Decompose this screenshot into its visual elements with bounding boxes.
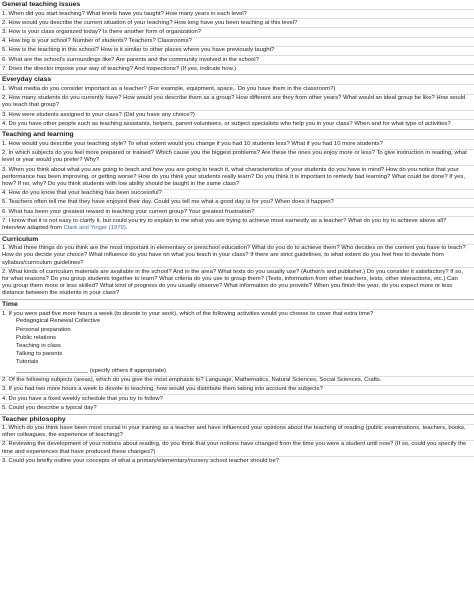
option-item: Public relations (16, 334, 56, 341)
list-item: 2. Of the following subjects (areas), which do you give the most emphasis to? Language, Mathematics, Natural Sciences, Social Sciences, Crafts. (0, 376, 474, 385)
list-item: 3. How is your class organized today? Is there another form of organization? (0, 27, 474, 36)
citation-suffix: . (125, 224, 128, 231)
section-title-teaching: Teaching and learning (0, 129, 474, 139)
option-item: Personal preparation (16, 326, 71, 333)
list-item: 7. Does the director impose your way of teaching? And inspections? (If yes, indicate how.) (0, 64, 474, 73)
section-title-curriculum: Curriculum (0, 234, 474, 244)
list-item (0, 216, 474, 232)
list-item: 3. How were students assigned to your class? (Did you have any choice?) (0, 110, 474, 119)
list-item: 3. If you had two more hours a week to devote to teaching, how would you distribute them taking into account the subjects? (0, 385, 474, 394)
option-item: Tutorials (16, 359, 39, 366)
list-item: 1. Which do you think have been most crucial in your training as a teacher and have influenced your opinions about the teaching of reading (public examinations, teachers, books, other colleagues, the experience of teaching)? (0, 424, 474, 440)
option-item: Pedagogical Renewal Collective (16, 318, 101, 325)
list-item: 4. How big is your school? Number of students? Teachers? Classrooms? (0, 37, 474, 46)
section-title-time: Time (0, 299, 474, 309)
section-title-philosophy: Teacher philosophy (0, 414, 474, 424)
list-item: 6. What has been your greatest reward in teaching your current group? Your greatest frustration? (0, 207, 474, 216)
list-item: 2. How many students do you currently have? How would you describe them as a group? How different are they from other years? What would an ideal group be like? How would you teach that group? (0, 94, 474, 110)
list-item (0, 309, 474, 376)
list-item: 6. What are the school's surroundings like? Are parents and the community involved in the school? (0, 55, 474, 64)
list-item: 3. Could you briefly outline your concepts of what a primary/elementary/nursery school teacher should be? (0, 456, 474, 465)
list-item: 2. What kinds of curriculum materials are available in the school? And in the area? What texts do you usually use? (Author/s and publisher.) Do you consider it satisfactory? If so, for what reasons? Do you group students together to learn? What criteria do you use to group them? (Tests, information from other teachers, tests, other interactions, etc.) Can you group them more or less skilled? What kind of progress do you usually observe? What information do you provide? When you finish the year, do you expect more or less distance between the students in your class? (0, 267, 474, 298)
list-item: 5. Teachers often tell me that they have enjoyed their day. Could you tell me what a good day is for you? When does it happen? (0, 198, 474, 207)
list-item: 4. Do you have other people such as teaching assistants, helpers, parent volunteers, or subject specialists who help you in your class? When and for what type of activities? (0, 119, 474, 128)
option-item: Teaching in class (16, 342, 61, 349)
section-title-everyday: Everyday class (0, 74, 474, 84)
list-item: 2. In which subjects do you feel more prepared or trained? Which cause you the biggest problems? Are these the ones you enjoy more or less? To give instruction in reading, what level or year would you prefer? Why? (0, 149, 474, 165)
list-item: 1. What media do you consider important as a teacher? (For example, equipment, space,. Do you have them in the classroom?) (0, 84, 474, 93)
list-item: 3. When you think about what you are going to teach and how you are going to teach it, what characteristics of your students do you have in mind? How do you notice that your performance has been improving, or getting worse? How do you think your students really learn? Do you think it is important to remedy bad learning? What could be done? If yes, how? If no, why? Do you think students with low ability should be taught in the same class? (0, 165, 474, 189)
list-item: 5. How is the teaching in this school? How is it similar to other places where you have previously taught? (0, 46, 474, 55)
list-item: 1. How would you describe your teaching style? To what extent would you change if you had 10 students less? What if you had 10 more students? (0, 139, 474, 148)
specify-others-blank: ______________________ (specify others if appropriate) (16, 367, 166, 374)
option-item: Talking to parents (16, 351, 63, 358)
citation-link[interactable]: Clark and Yinger (1979) (63, 224, 126, 231)
item-text: 1. If you were paid five more hours a week (to devote to your work), which of the following activities would you choose to cover that extra time? (2, 310, 374, 317)
list-item: 4. Do you have a fixed weekly schedule that you try to follow? (0, 394, 474, 403)
list-item: 2. Reviewing the development of your notions about reading, do you think that your notions have changed from the time you were a student until now? (If so, could you specify the time and experiences that have produced these changes?) (0, 440, 474, 456)
list-item: 1. When did you start teaching? What levels have you taught? How many years in each level? (0, 9, 474, 18)
list-item: 4. How do you know that your teaching has been successful? (0, 189, 474, 198)
list-item: 1. What three things do you think are the most important in elementary or preschool education? What do you do to achieve them? Who decides on the content you have to teach? How do you decide your choice? What influence do you have on what you teach in your class? If there are strict guidelines, to what extent do you feel free to deviate from syllabus/curriculum guidelines? (0, 244, 474, 268)
list-item: 2. How would you describe the current situation of your teaching? How long have you been teaching at this level? (0, 18, 474, 27)
item-text: 7. I know that it is not easy to clarify it, but could you try to explain to me what you are trying to achieve most earnestly as a teacher? What do you try to achieve above all? Interview adapted from (2, 217, 447, 231)
list-item: 5. Could you describe a typical day? (0, 403, 474, 412)
section-title-general: General teaching issues (2, 1, 81, 8)
